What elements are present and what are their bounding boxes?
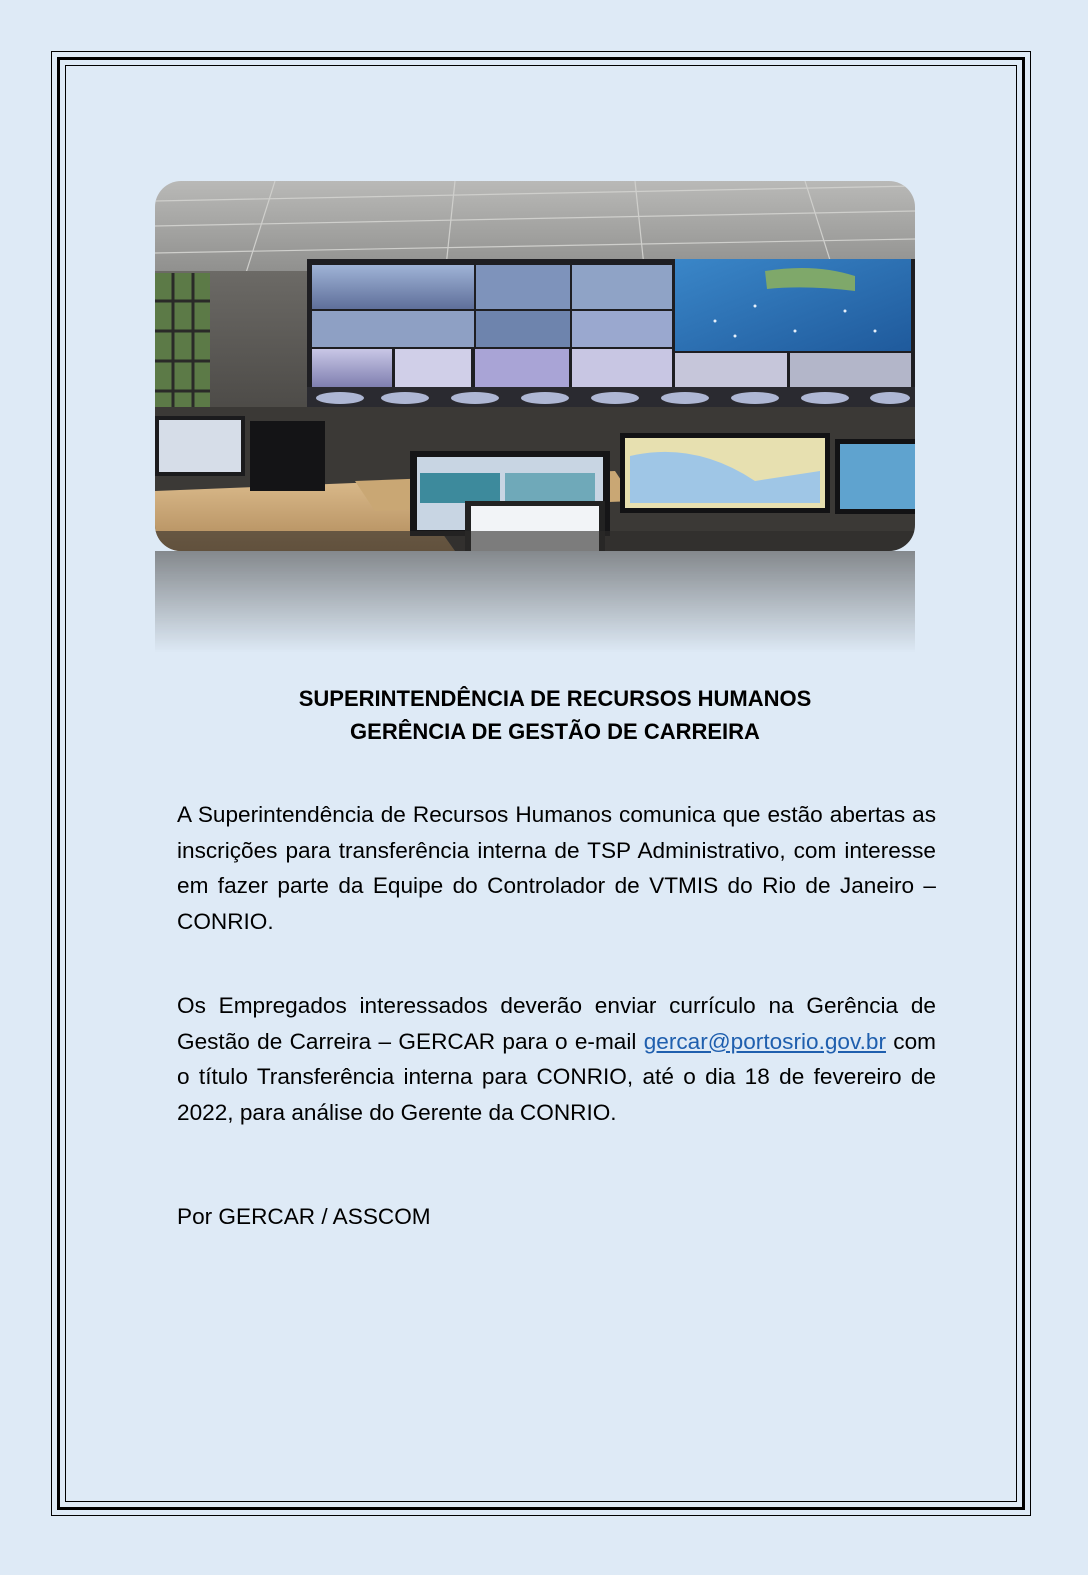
control-room-photo <box>155 181 915 551</box>
heading-line-2: GERÊNCIA DE GESTÃO DE CARREIRA <box>350 719 760 744</box>
heading-line-1: SUPERINTENDÊNCIA DE RECURSOS HUMANOS <box>298 686 812 711</box>
instructions-paragraph <box>177 988 936 1130</box>
signature: Por GERCAR / ASSCOM <box>177 1204 431 1229</box>
instructions-text-start: Os Empregados interessados deverão enviar currículo na Gerência de Gestão de Carreira – GERCAR para o e-mail <box>177 993 936 1054</box>
control-room-photo-reflection <box>155 551 915 653</box>
announcement-paragraph: A Superintendência de Recursos Humanos comunica que estão abertas as inscrições para transferência interna de TSP Administrativo, com interesse em fazer parte da Equipe do Controlador de VTMIS do Rio de Janeiro – CONRIO. <box>177 802 936 934</box>
document-heading <box>155 682 955 748</box>
instructions-text-end: com o título Transferência interna para CONRIO, até o dia 18 de fevereiro de 2022, para análise do Gerente da CONRIO. <box>177 1028 936 1125</box>
email-link[interactable]: gercar@portosrio.gov.br <box>643 1028 886 1054</box>
